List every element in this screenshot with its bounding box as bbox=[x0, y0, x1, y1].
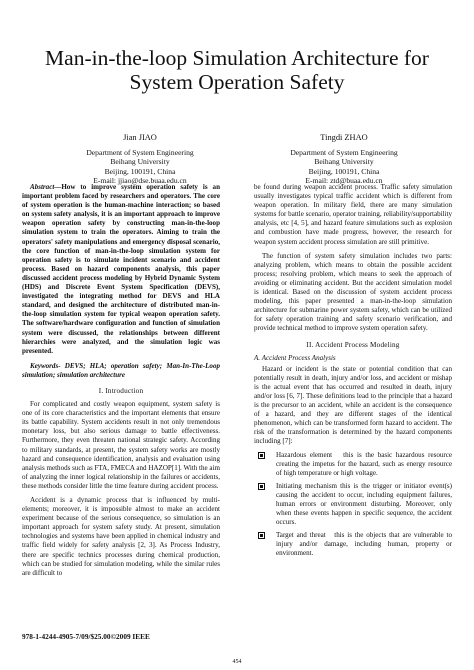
bullet-term: Hazardous element bbox=[276, 450, 333, 459]
list-item bbox=[254, 451, 452, 478]
abstract-text: —How to improve system operation safety is an important problem faced by researchers and operators. The core of system operation is the human-machine interaction; so based on system safety analysis, it is an important approach to improve weapon operation safety by constructing man-in-the-loop simulation system to train the operators. Aiming to train the operators' safety manipulations and emergency disposal scenario, the core function of man-in-the-loop simulation system for operation safety is to simulate incident scenario and accident process. Based on hazard components analysis, this paper discussed accident process modeling by Hybrid Dynamic System (HDS) and Discrete Event System Specification (DEVS), investigated the integrating method for DEVS and HLA standard, and designed the architecture of distributed man-in-the-loop simulation system for typical weapon operation safety. The software/hardware configuration and function of simulation system were discussed, the relationships between different hierarchies were analyzed, and the simulation logic was presented. bbox=[22, 183, 220, 355]
author-block-2 bbox=[244, 133, 444, 186]
keywords: Keywords- DEVS; HLA; operation safety; Man-In-The-Loop simulation; simulation architecture bbox=[22, 361, 220, 379]
author-name: Jian JIAO bbox=[123, 133, 157, 142]
list-item bbox=[254, 531, 452, 558]
subsection-heading: A. Accident Process Analysis bbox=[254, 353, 336, 362]
author-block-1 bbox=[40, 133, 240, 186]
author-city: Beijing, 100191, China bbox=[104, 166, 176, 176]
bullet-term: Target and threat bbox=[276, 531, 326, 540]
author-email[interactable]: E-mail: ztd@buaa.edu.cn bbox=[305, 176, 383, 186]
section-heading-accident-process-modeling: II. Accident Process Modeling bbox=[306, 340, 400, 349]
section-heading-introduction: I. Introduction bbox=[98, 386, 144, 395]
paragraph: be found during weapon accident process. Traffic safety simulation usually investigates typical traffic accident which is different from weapon operation. In military field, there are many simulation systems for battle scenario, operator training, reliability/supportability analysis, etc [4, 5], and hazard feature simulations such as explosion and combustion have made progress, however, the research for weapon system accident process simulation are still primitive. bbox=[254, 183, 452, 246]
copyright-footer: 978-1-4244-4905-7/09/$25.00©2009 IEEE bbox=[22, 632, 150, 641]
hazard-component-list bbox=[254, 451, 452, 559]
page-number: 454 bbox=[232, 659, 242, 665]
author-dept: Department of System Engineering bbox=[86, 147, 194, 157]
bullet-text: Initiating mechanism this is the trigger or initiator event(s) causing the accident to occur, including equipment failures, human errors or environment disturbing. Moreover, only when these events happen in specific sequence, the accident occurs. bbox=[276, 481, 452, 527]
paragraph: Hazard or incident is the state or potential condition that can potentially result in death, injury and/or loss, and accident or mishap is the actual event that has occurred and resulted in death, injury and/or loss [6, 7]. These definitions lead to the principle that a hazard is the precursor to an accident, while an accident is the consequence of a hazard, and they are different stages of the identical phenomenon, which can be transformed form hazard to accident. The risk of the transformation is determined by the hazard components including [7]: bbox=[254, 364, 452, 446]
bullet-icon bbox=[258, 532, 265, 539]
author-name: Tingdi ZHAO bbox=[320, 133, 368, 142]
abstract bbox=[22, 183, 220, 356]
bullet-icon bbox=[258, 483, 265, 490]
bullet-icon bbox=[258, 452, 265, 459]
left-column bbox=[22, 183, 220, 578]
paragraph: Accident is a dynamic process that is influenced by multi-elements; moreover, it is impossible almost to make an accident experiment because of the serious consequence, so simulation is an important approach for system safety study. At present, simulation technologies and systems have been applied in chemical industry and traffic field widely for safety analysis [2, 3]. As Process Industry, there are specific technics processes during chemical production, which can be studied for simulation modeling, while the similar rules are difficult to bbox=[22, 496, 220, 577]
bullet-text: this is the basic hazardous resource creating the impetus for the hazard, such as energy resource of high temperature or high voltage. bbox=[276, 450, 452, 477]
abstract-label: Abstract bbox=[30, 183, 55, 191]
author-email[interactable]: E-mail: jjiao@dse.buaa.edu.cn bbox=[93, 176, 187, 186]
bullet-text: this is the objects that are vulnerable to injury and/or damage, including human, property or environment. bbox=[276, 531, 452, 558]
list-item bbox=[254, 482, 452, 527]
paragraph: The function of system safety simulation includes two parts: analyzing problem, which means to obtain the possible accident process; resolving problem, which means to seek the approach of avoiding or eliminating accident. But the accident simulation model is identical. Based on the discussion of system accident process modeling, this paper presented a man-in-the-loop simulation architecture for submarine power system safety, which can be utilized for safety operation training and safety scenario verification, and provide technical method to improve system operation safety. bbox=[254, 251, 452, 333]
right-column bbox=[254, 183, 452, 563]
author-univ: Beihang University bbox=[314, 157, 374, 167]
author-univ: Beihang University bbox=[110, 157, 170, 167]
paragraph: For complicated and costly weapon equipment, system safety is one of its core characteristics and the important elements that ensure its battle capability. System accidents result in not only tremendous monetary loss, but also serious damage to battle effectiveness. Furthermore, they even threaten national strategic safety. According to military standards, at present, the system safety works are mostly hazard and consequence identification, analysis and evaluation using analysis methods such as FTA, FMECA and HAZOP[1]. With the aim of analyzing the inner logical relationship in the failures or accidents, these methods consider little the time feature during accident process. bbox=[22, 400, 220, 490]
author-dept: Department of System Engineering bbox=[290, 147, 398, 157]
author-city: Beijing, 100191, China bbox=[308, 166, 380, 176]
paper-title: Man-in-the-loop Simulation Architecture for System Operation Safety bbox=[45, 46, 429, 94]
